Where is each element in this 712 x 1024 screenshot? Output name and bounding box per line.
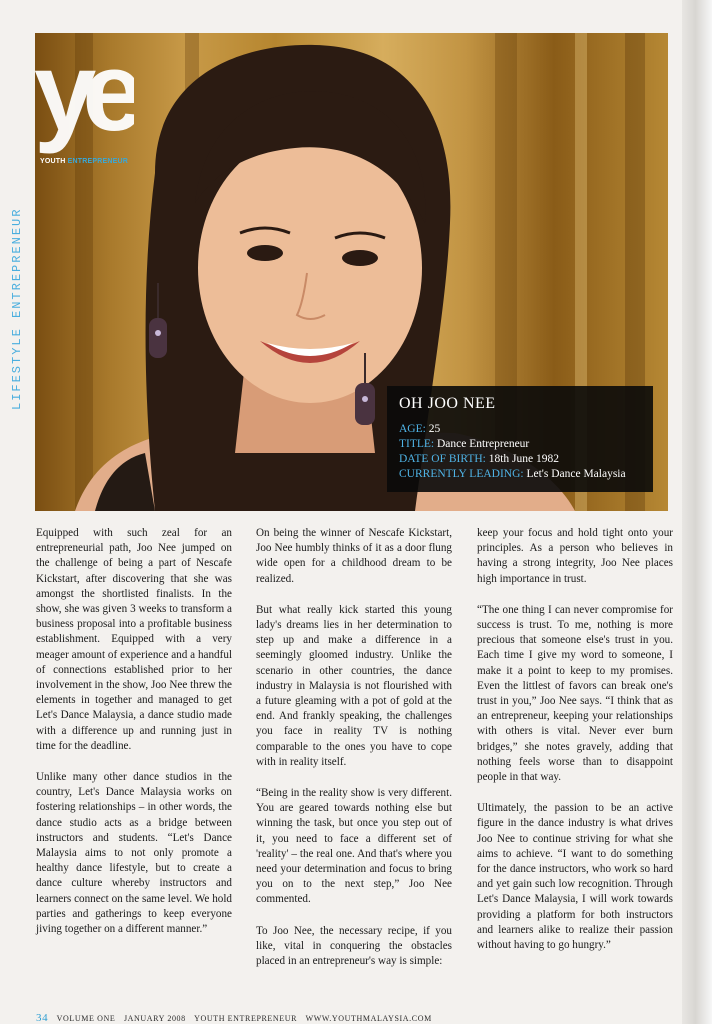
article-column-2 <box>256 526 452 985</box>
paragraph: Unlike many other dance studios in the country, Let's Dance Malaysia works on fostering relationships – in other words, the dance studio acts as a bridge between instructors and students. “Let's Dance Malaysia aims to not only promote a healthy dance lifestyle, but to create a dance culture whereby instructors and learners connect on the same level. We hold parties and gatherings to keep everyone jiving together on a different manner.” <box>36 771 232 936</box>
section-label: LIFESTYLE ENTREPRENEUR <box>10 207 24 410</box>
magazine-logo <box>34 30 134 160</box>
logo-tag-youth: YOUTH <box>40 158 68 165</box>
paragraph: “The one thing I can never compromise for success is trust. To me, nothing is more precious that someone else's trust in you. Each time I give my word to someone, I make it a point to keep to my promises. Even the littlest of favors can break one's trust in you,” Joo Nee says. “I think that as an entrepreneur, keeping your relationships with others is vital. Never ever burn bridges,” she notes gravely, adding that nothing feels worse than to disappoint people in that way. <box>477 603 673 784</box>
article-column-3 <box>477 526 673 969</box>
profile-label: AGE: <box>399 423 426 435</box>
profile-value: 25 <box>428 423 441 435</box>
footer-url: WWW.YOUTHMALAYSIA.COM <box>305 1014 432 1023</box>
paragraph: On being the winner of Nescafe Kickstart, Joo Nee humbly thinks of it as a door flung wide open for a childhood dream to be realized. <box>256 527 452 585</box>
profile-row-title <box>399 437 641 452</box>
paragraph: Equipped with such zeal for an entrepreneurial path, Joo Nee jumped on the challenge of being a part of Nescafe Kickstart, after discovering that she was amongst the shortlisted finalists. In the show, she was given 3 weeks to transform a business proposal into a profitable business establishment. Equipped with a very meager amount of experience and a handful of connections established prior to her involvement in the show, Joo Nee threw the elements in together and managed to get Let's Dance Malaysia, a dance studio made with a difference up and running just in time for the deadline. <box>36 527 232 752</box>
profile-box <box>387 386 653 492</box>
page-footer <box>36 1013 438 1024</box>
logo-tagline <box>40 158 128 165</box>
profile-row-age <box>399 422 641 437</box>
footer-magazine: YOUTH ENTREPRENEUR <box>194 1014 298 1023</box>
paragraph: keep your focus and hold tight onto your principles. As a person who believes in having a strong integrity, Joo Nee places high importance in trust. <box>477 527 673 585</box>
article-column-1 <box>36 526 232 953</box>
profile-value: Dance Entrepreneur <box>437 438 530 450</box>
profile-name: OH JOO NEE <box>399 395 496 412</box>
page-edge-shadow <box>682 0 712 1024</box>
article-body <box>36 526 672 971</box>
footer-volume: VOLUME ONE <box>56 1014 116 1023</box>
profile-label: CURRENTLY LEADING: <box>399 468 524 480</box>
logo-letters: ye <box>34 30 131 154</box>
footer-date: JANUARY 2008 <box>123 1014 186 1023</box>
profile-value: Let's Dance Malaysia <box>526 468 626 480</box>
paragraph: But what really kick started this young lady's dreams lies in her determination to step up and make a difference in a seemingly gloomed industry. Unlike the scenario in other countries, the dance industry in Malaysia is not flourished with a future gleaming with a pot of gold at the end. And frankly speaking, the challenges you face in reality TV is nothing comparable to the ones you have to cope with in reality itself. <box>256 603 452 768</box>
paragraph: Ultimately, the passion to be an active figure in the dance industry is what drives Joo Nee to continue striving for what she aims to achieve. “I want to do something for the dance instructors, who work so hard and yet gain such low recognition. Through Let's Dance Malaysia, I will work towards providing a platform for both instructors and learners alike to realize their passion without having to go hungry.” <box>477 802 673 952</box>
paragraph: “Being in the reality show is very different. You are geared towards nothing else but winning the task, but once you step out of it, you need to face a different set of 'reality' – the real one. And that's where you need your determination and focus to bring you on to the next step,” Joo Nee commented. <box>256 787 452 906</box>
paragraph: To Joo Nee, the necessary recipe, if you like, vital in conquering the obstacles placed in an entrepreneur's way is simple: <box>256 924 452 968</box>
profile-label: DATE OF BIRTH: <box>399 453 486 465</box>
profile-value: 18th June 1982 <box>488 453 559 465</box>
logo-tag-entrepreneur: ENTREPRENEUR <box>67 158 129 165</box>
page-number: 34 <box>36 1012 49 1024</box>
profile-row-dob <box>399 452 641 467</box>
profile-row-leading <box>399 467 641 482</box>
profile-label: TITLE: <box>399 438 435 450</box>
